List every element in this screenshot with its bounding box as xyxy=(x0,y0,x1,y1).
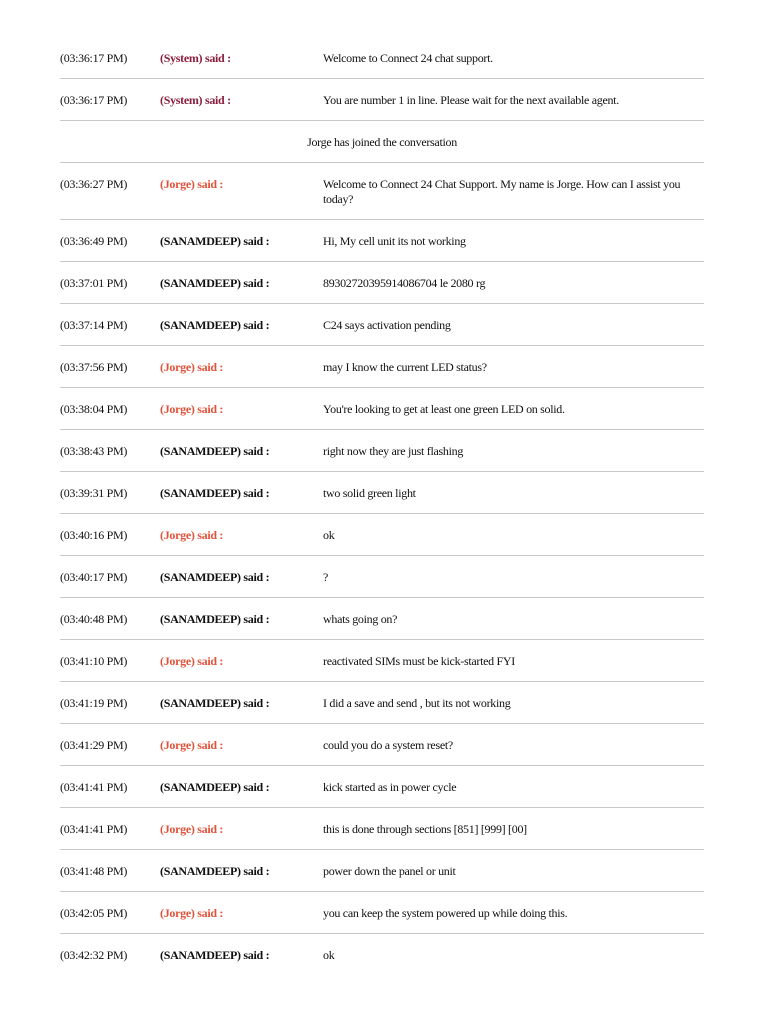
message-speaker: (Jorge) said : xyxy=(160,177,224,191)
message-speaker: (Jorge) said : xyxy=(160,738,224,752)
message-text: two solid green light xyxy=(323,486,416,500)
message-timestamp: (03:42:32 PM) xyxy=(60,948,128,962)
message-text: You're looking to get at least one green LED on solid. xyxy=(323,402,565,416)
message-text: whats going on? xyxy=(323,612,398,626)
message-timestamp: (03:40:17 PM) xyxy=(60,570,128,584)
chat-message-row xyxy=(60,262,704,304)
chat-message-row xyxy=(60,766,704,808)
message-speaker: (Jorge) said : xyxy=(160,654,224,668)
message-timestamp: (03:36:17 PM) xyxy=(60,93,128,107)
message-text: power down the panel or unit xyxy=(323,864,456,878)
chat-message-row xyxy=(60,892,704,934)
chat-message-row xyxy=(60,514,704,556)
chat-message-row xyxy=(60,79,704,121)
message-text: reactivated SIMs must be kick-started FYI xyxy=(323,654,515,668)
chat-message-row xyxy=(60,430,704,472)
chat-message-row xyxy=(60,304,704,346)
chat-message-row xyxy=(60,163,704,220)
chat-message-row xyxy=(60,850,704,892)
message-text: ok xyxy=(323,948,335,962)
chat-message-row xyxy=(60,220,704,262)
message-text: this is done through sections [851] [999] [00] xyxy=(323,822,527,836)
message-timestamp: (03:41:48 PM) xyxy=(60,864,128,878)
message-text: could you do a system reset? xyxy=(323,738,453,752)
message-timestamp: (03:40:16 PM) xyxy=(60,528,128,542)
message-text: may I know the current LED status? xyxy=(323,360,487,374)
message-speaker: (SANAMDEEP) said : xyxy=(160,234,270,248)
chat-message-row xyxy=(60,934,704,975)
message-text: Hi, My cell unit its not working xyxy=(323,234,466,248)
message-timestamp: (03:36:27 PM) xyxy=(60,177,128,191)
chat-message-row xyxy=(60,37,704,79)
chat-message-row xyxy=(60,598,704,640)
message-text: kick started as in power cycle xyxy=(323,780,457,794)
message-speaker: (SANAMDEEP) said : xyxy=(160,864,270,878)
message-speaker: (Jorge) said : xyxy=(160,528,224,542)
message-speaker: (Jorge) said : xyxy=(160,360,224,374)
chat-message-row xyxy=(60,346,704,388)
message-speaker: (System) said : xyxy=(160,51,231,65)
chat-message-row xyxy=(60,808,704,850)
message-speaker: (SANAMDEEP) said : xyxy=(160,948,270,962)
chat-message-row xyxy=(60,724,704,766)
notice-text: Jorge has joined the conversation xyxy=(307,135,457,149)
message-timestamp: (03:40:48 PM) xyxy=(60,612,128,626)
message-text: ok xyxy=(323,528,335,542)
message-timestamp: (03:38:43 PM) xyxy=(60,444,128,458)
message-speaker: (SANAMDEEP) said : xyxy=(160,486,270,500)
message-speaker: (SANAMDEEP) said : xyxy=(160,612,270,626)
message-speaker: (SANAMDEEP) said : xyxy=(160,696,270,710)
message-text: ? xyxy=(323,570,329,584)
message-speaker: (SANAMDEEP) said : xyxy=(160,444,270,458)
message-timestamp: (03:37:01 PM) xyxy=(60,276,128,290)
message-text: right now they are just flashing xyxy=(323,444,464,458)
message-timestamp: (03:36:17 PM) xyxy=(60,51,128,65)
message-timestamp: (03:41:29 PM) xyxy=(60,738,128,752)
message-speaker: (SANAMDEEP) said : xyxy=(160,318,270,332)
message-timestamp: (03:38:04 PM) xyxy=(60,402,128,416)
message-timestamp: (03:37:56 PM) xyxy=(60,360,128,374)
message-timestamp: (03:41:19 PM) xyxy=(60,696,128,710)
message-timestamp: (03:39:31 PM) xyxy=(60,486,128,500)
message-speaker: (SANAMDEEP) said : xyxy=(160,780,270,794)
message-text: Welcome to Connect 24 chat support. xyxy=(323,51,493,65)
message-timestamp: (03:41:41 PM) xyxy=(60,780,128,794)
chat-message-row xyxy=(60,556,704,598)
message-speaker: (SANAMDEEP) said : xyxy=(160,276,270,290)
system-notice-row xyxy=(60,121,704,163)
chat-message-row xyxy=(60,640,704,682)
chat-message-row xyxy=(60,682,704,724)
message-timestamp: (03:41:10 PM) xyxy=(60,654,128,668)
message-text: C24 says activation pending xyxy=(323,318,451,332)
chat-message-row xyxy=(60,472,704,514)
chat-message-row xyxy=(60,388,704,430)
message-speaker: (System) said : xyxy=(160,93,231,107)
message-text: you can keep the system powered up while doing this. xyxy=(323,906,568,920)
message-speaker: (Jorge) said : xyxy=(160,906,224,920)
message-speaker: (SANAMDEEP) said : xyxy=(160,570,270,584)
message-timestamp: (03:37:14 PM) xyxy=(60,318,128,332)
message-speaker: (Jorge) said : xyxy=(160,822,224,836)
message-text: I did a save and send , but its not working xyxy=(323,696,511,710)
message-text: Welcome to Connect 24 Chat Support. My name is Jorge. How can I assist you today? xyxy=(323,177,681,206)
message-timestamp: (03:36:49 PM) xyxy=(60,234,128,248)
message-text: You are number 1 in line. Please wait for the next available agent. xyxy=(323,93,619,107)
message-text: 89302720395914086704 le 2080 rg xyxy=(323,276,486,290)
message-timestamp: (03:42:05 PM) xyxy=(60,906,128,920)
message-timestamp: (03:41:41 PM) xyxy=(60,822,128,836)
chat-transcript xyxy=(60,37,704,975)
message-speaker: (Jorge) said : xyxy=(160,402,224,416)
